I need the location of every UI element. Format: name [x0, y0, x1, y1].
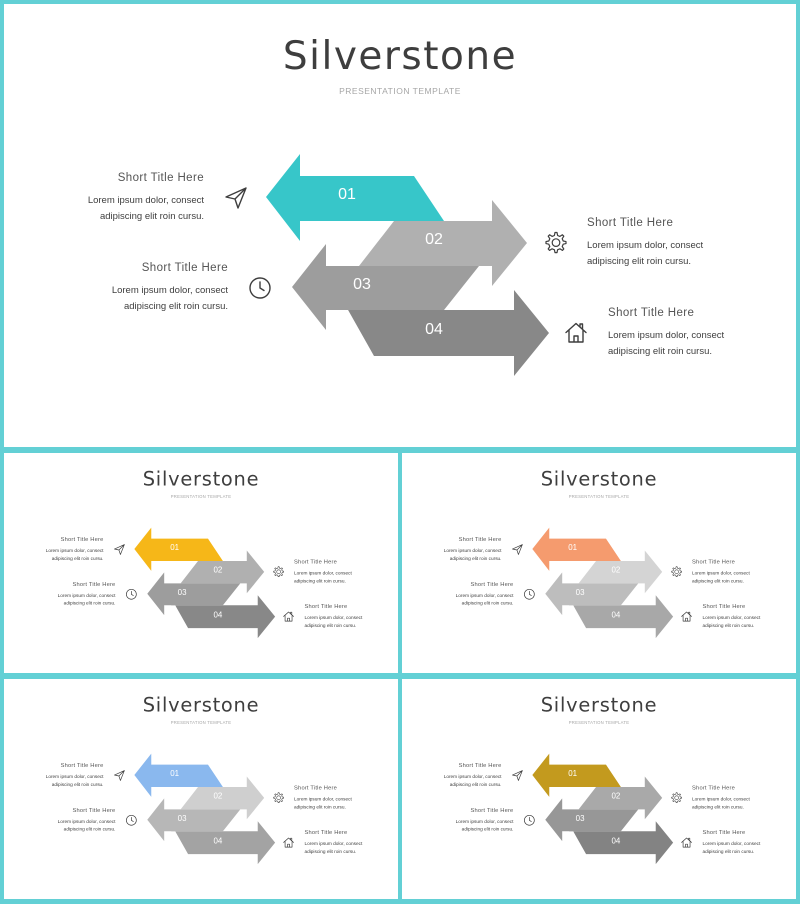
slide-panel-yellow — [4, 453, 398, 673]
step-04-text — [702, 830, 777, 856]
home-icon — [680, 610, 693, 623]
slide-subtitle: PRESENTATION TEMPLATE — [568, 719, 630, 725]
step-01-text — [64, 172, 204, 225]
step-03-title: Short Title Here — [470, 581, 514, 588]
step-03-line1: Lorem ipsum dolor, consect — [57, 818, 116, 825]
step-03-line2: adipiscing elit roin cursu. — [63, 826, 116, 833]
step-04-line2: adipiscing elit roin cursu. — [702, 623, 755, 629]
step-03-line1: Lorem ipsum dolor, consect — [111, 285, 228, 296]
step-01-text — [432, 763, 502, 789]
step-02-line1: Lorem ipsum dolor, consect — [587, 240, 704, 251]
step-02-title: Short Title Here — [692, 558, 735, 565]
step-01-line2: adipiscing elit roin cursu. — [51, 781, 104, 788]
step-01-line1: Lorem ipsum dolor, consect — [45, 548, 104, 554]
step-01-title: Short Title Here — [458, 536, 502, 543]
paper-plane-icon — [511, 543, 524, 556]
step-number-03: 03 — [177, 587, 187, 597]
step-02-text — [294, 559, 369, 585]
slide-subtitle: PRESENTATION TEMPLATE — [170, 719, 232, 725]
step-03-line2: adipiscing elit roin cursu. — [123, 301, 228, 312]
step-01-text — [432, 537, 502, 563]
step-02-title: Short Title Here — [294, 558, 337, 565]
step-04-title: Short Title Here — [702, 829, 746, 836]
step-01-text — [34, 537, 104, 563]
paper-plane-icon — [113, 769, 126, 782]
slide-panel-gold — [402, 679, 796, 899]
slide-title: Silverstone — [142, 693, 260, 717]
step-03-line1: Lorem ipsum dolor, consect — [57, 592, 116, 599]
step-number-01: 01 — [568, 769, 578, 779]
slide — [402, 453, 796, 673]
step-03-text — [444, 581, 514, 607]
step-02-text — [587, 217, 737, 270]
paper-plane-icon — [223, 185, 249, 211]
step-number-01: 01 — [338, 186, 356, 204]
paper-plane-icon — [511, 769, 524, 782]
step-02-text — [294, 785, 369, 811]
step-number-04: 04 — [611, 836, 621, 846]
gear-icon — [272, 565, 285, 578]
home-icon — [282, 610, 295, 623]
step-number-02: 02 — [425, 231, 443, 249]
step-01-line2: adipiscing elit roin cursu. — [449, 555, 502, 562]
step-02-line2: adipiscing elit roin cursu. — [587, 256, 692, 267]
step-number-02: 02 — [611, 565, 621, 575]
step-number-01: 01 — [568, 543, 578, 553]
step-03-text — [444, 807, 514, 833]
step-03-line2: adipiscing elit roin cursu. — [461, 600, 514, 607]
step-03-text — [88, 262, 228, 315]
step-03-line2: adipiscing elit roin cursu. — [63, 600, 116, 607]
slide-title: Silverstone — [540, 467, 658, 491]
gear-icon — [272, 791, 285, 804]
slide-panel-blue — [4, 679, 398, 899]
step-number-03: 03 — [353, 276, 371, 294]
step-04-title: Short Title Here — [304, 603, 348, 610]
step-number-03: 03 — [575, 813, 585, 823]
step-02-line1: Lorem ipsum dolor, consect — [294, 570, 352, 576]
step-number-02: 02 — [213, 791, 223, 801]
step-04-line1: Lorem ipsum dolor, consect — [304, 841, 363, 847]
step-01-line1: Lorem ipsum dolor, consect — [443, 548, 502, 554]
step-01-line2: adipiscing elit roin cursu. — [99, 211, 204, 222]
step-02-title: Short Title Here — [692, 784, 735, 791]
step-01-title: Short Title Here — [117, 172, 204, 184]
step-number-04: 04 — [425, 321, 443, 339]
step-04-title: Short Title Here — [702, 603, 746, 610]
step-number-04: 04 — [213, 610, 223, 620]
clock-icon — [523, 814, 536, 827]
slide-title: Silverstone — [540, 693, 658, 717]
clock-icon — [247, 275, 273, 301]
step-01-title: Short Title Here — [60, 762, 104, 769]
step-03-line2: adipiscing elit roin cursu. — [461, 826, 514, 833]
step-number-03: 03 — [177, 813, 187, 823]
step-number-02: 02 — [213, 565, 223, 575]
step-04-line2: adipiscing elit roin cursu. — [702, 849, 755, 855]
slide — [4, 453, 398, 673]
gear-icon — [670, 565, 683, 578]
clock-icon — [523, 588, 536, 601]
slide-title: Silverstone — [142, 467, 260, 491]
step-02-line2: adipiscing elit roin cursu. — [692, 804, 744, 810]
step-03-text — [46, 807, 116, 833]
step-04-title: Short Title Here — [304, 829, 348, 836]
home-icon — [563, 320, 589, 346]
step-number-01: 01 — [170, 543, 180, 553]
gear-icon — [670, 791, 683, 804]
home-icon — [282, 836, 295, 849]
slide — [402, 679, 796, 899]
clock-icon — [125, 814, 138, 827]
step-01-line1: Lorem ipsum dolor, consect — [87, 195, 204, 206]
step-02-title: Short Title Here — [294, 784, 337, 791]
step-04-line1: Lorem ipsum dolor, consect — [608, 330, 725, 341]
step-04-line1: Lorem ipsum dolor, consect — [702, 615, 761, 621]
step-02-line1: Lorem ipsum dolor, consect — [692, 796, 750, 802]
step-number-04: 04 — [213, 836, 223, 846]
step-04-line1: Lorem ipsum dolor, consect — [304, 615, 363, 621]
step-03-title: Short Title Here — [72, 807, 116, 814]
step-number-01: 01 — [170, 769, 180, 779]
step-01-text — [34, 763, 104, 789]
step-01-line2: adipiscing elit roin cursu. — [449, 781, 502, 788]
step-01-line1: Lorem ipsum dolor, consect — [45, 774, 104, 780]
step-number-02: 02 — [611, 791, 621, 801]
step-04-title: Short Title Here — [608, 307, 695, 319]
step-01-line2: adipiscing elit roin cursu. — [51, 555, 104, 562]
step-01-title: Short Title Here — [60, 536, 104, 543]
step-04-line1: Lorem ipsum dolor, consect — [702, 841, 761, 847]
slide-subtitle: PRESENTATION TEMPLATE — [339, 86, 461, 96]
step-02-text — [692, 559, 767, 585]
step-04-text — [608, 307, 758, 360]
step-01-title: Short Title Here — [458, 762, 502, 769]
step-03-title: Short Title Here — [470, 807, 514, 814]
step-02-line2: adipiscing elit roin cursu. — [294, 578, 346, 584]
step-02-line1: Lorem ipsum dolor, consect — [294, 796, 352, 802]
step-04-line2: adipiscing elit roin cursu. — [304, 849, 357, 855]
gear-icon — [542, 230, 568, 256]
clock-icon — [125, 588, 138, 601]
step-04-line2: adipiscing elit roin cursu. — [608, 346, 713, 357]
slide — [4, 679, 398, 899]
home-icon — [680, 836, 693, 849]
slide-title: Silverstone — [282, 34, 518, 79]
step-03-line1: Lorem ipsum dolor, consect — [455, 592, 514, 599]
slide-subtitle: PRESENTATION TEMPLATE — [568, 493, 630, 499]
step-02-line1: Lorem ipsum dolor, consect — [692, 570, 750, 576]
step-02-line2: adipiscing elit roin cursu. — [692, 578, 744, 584]
step-number-03: 03 — [575, 587, 585, 597]
slide-panel-large — [4, 4, 796, 447]
step-03-text — [46, 581, 116, 607]
step-01-line1: Lorem ipsum dolor, consect — [443, 774, 502, 780]
step-03-title: Short Title Here — [141, 262, 228, 274]
step-03-line1: Lorem ipsum dolor, consect — [455, 818, 514, 825]
step-04-text — [702, 604, 777, 630]
step-04-text — [304, 830, 379, 856]
slide — [4, 4, 796, 447]
paper-plane-icon — [113, 543, 126, 556]
step-04-text — [304, 604, 379, 630]
step-number-04: 04 — [611, 610, 621, 620]
step-02-title: Short Title Here — [587, 217, 674, 229]
slide-subtitle: PRESENTATION TEMPLATE — [170, 493, 232, 499]
step-03-title: Short Title Here — [72, 581, 116, 588]
step-04-line2: adipiscing elit roin cursu. — [304, 623, 357, 629]
step-02-line2: adipiscing elit roin cursu. — [294, 804, 346, 810]
slide-panel-orange — [402, 453, 796, 673]
step-02-text — [692, 785, 767, 811]
